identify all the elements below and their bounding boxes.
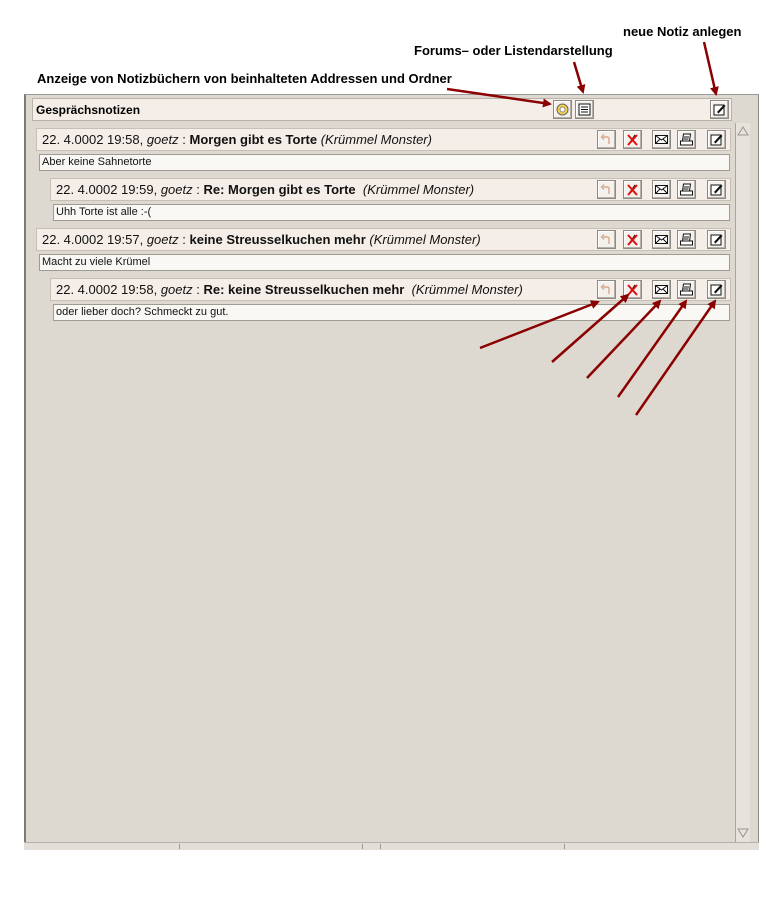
panel-header — [32, 98, 732, 121]
annotation-forum-view: Forums– oder Listendarstellung — [414, 43, 613, 58]
write-protect-button[interactable] — [623, 180, 642, 199]
print-note-button[interactable] — [677, 280, 696, 299]
annotation-new-note: neue Notiz anlegen — [623, 24, 742, 39]
status-divider — [564, 844, 565, 849]
note-body[interactable]: oder lieber doch? Schmeckt zu gut. — [53, 304, 730, 321]
send-mail-button[interactable] — [652, 230, 671, 249]
note-body[interactable]: Macht zu viele Krümel — [39, 254, 730, 271]
note-contact: (Krümmel Monster) — [411, 282, 523, 297]
write-protect-icon — [625, 282, 640, 297]
vertical-scrollbar[interactable] — [735, 123, 750, 843]
mail-icon — [654, 282, 669, 297]
panel-title: Gesprächsnotizen — [36, 103, 141, 117]
write-protect-icon — [625, 232, 640, 247]
list-view-icon — [577, 102, 592, 117]
forum-list-toggle-button[interactable] — [575, 100, 594, 119]
note-date: 22. 4.0002 19:59, — [56, 182, 158, 197]
print-note-button[interactable] — [677, 230, 696, 249]
printer-icon — [679, 282, 694, 297]
note-body[interactable]: Aber keine Sahnetorte — [39, 154, 730, 171]
write-protect-button[interactable] — [623, 230, 642, 249]
annotation-notebook-display: Anzeige von Notizbüchern von beinhalteten Addressen und Ordner — [37, 71, 452, 86]
status-divider — [362, 844, 363, 849]
reply-note-button[interactable] — [707, 180, 726, 199]
revert-icon — [599, 182, 614, 197]
conversation-notes-panel — [24, 94, 759, 848]
note-header[interactable] — [36, 128, 731, 151]
note-header[interactable] — [36, 228, 731, 251]
write-protect-button[interactable] — [623, 280, 642, 299]
status-divider — [179, 844, 180, 849]
revert-icon — [599, 282, 614, 297]
mail-icon — [654, 232, 669, 247]
scroll-up-arrow-icon[interactable] — [737, 125, 749, 137]
edit-note-icon — [709, 232, 724, 247]
send-mail-button[interactable] — [652, 130, 671, 149]
edit-note-icon — [709, 282, 724, 297]
edit-note-icon — [709, 182, 724, 197]
note-meta: 22. 4.0002 19:58, goetz : Morgen gibt es Torte (Krümmel Monster) — [42, 132, 432, 147]
note-date: 22. 4.0002 19:58, — [56, 282, 158, 297]
print-note-button[interactable] — [677, 180, 696, 199]
note-subject: Re: keine Streusselkuchen mehr — [203, 282, 405, 297]
note-meta: 22. 4.0002 19:58, goetz : Re: keine Streusselkuchen mehr (Krümmel Monster) — [56, 282, 523, 297]
note-subject: keine Streusselkuchen mehr — [189, 232, 366, 247]
note-meta: 22. 4.0002 19:57, goetz : keine Streusselkuchen mehr (Krümmel Monster) — [42, 232, 481, 247]
revert-icon — [599, 132, 614, 147]
revert-icon — [599, 232, 614, 247]
notebook-display-button[interactable] — [553, 100, 572, 119]
reply-note-button[interactable] — [707, 280, 726, 299]
note-author: goetz — [160, 182, 193, 197]
scroll-down-arrow-icon[interactable] — [737, 827, 749, 839]
note-contact: (Krümmel Monster) — [369, 232, 481, 247]
edit-note-icon — [712, 102, 727, 117]
note-contact: (Krümmel Monster) — [320, 132, 432, 147]
note-subject: Morgen gibt es Torte — [189, 132, 318, 147]
status-divider — [380, 844, 381, 849]
note-subject: Re: Morgen gibt es Torte — [203, 182, 356, 197]
printer-icon — [679, 232, 694, 247]
write-protect-icon — [625, 182, 640, 197]
send-mail-button[interactable] — [652, 180, 671, 199]
arrow-forum-view — [574, 62, 583, 92]
note-author: goetz — [146, 232, 179, 247]
printer-icon — [679, 182, 694, 197]
note-contact: (Krümmel Monster) — [362, 182, 475, 197]
note-author: goetz — [160, 282, 193, 297]
revert-button[interactable] — [597, 180, 616, 199]
arrow-new-note — [704, 42, 716, 94]
bottom-status-bar — [24, 842, 759, 850]
new-note-button[interactable] — [710, 100, 729, 119]
printer-icon — [679, 132, 694, 147]
mail-icon — [654, 182, 669, 197]
reply-note-button[interactable] — [707, 230, 726, 249]
edit-note-icon — [709, 132, 724, 147]
reply-note-button[interactable] — [707, 130, 726, 149]
revert-button[interactable] — [597, 230, 616, 249]
note-date: 22. 4.0002 19:58, — [42, 132, 144, 147]
print-note-button[interactable] — [677, 130, 696, 149]
write-protect-icon — [625, 132, 640, 147]
note-header[interactable] — [50, 178, 731, 201]
send-mail-button[interactable] — [652, 280, 671, 299]
mail-icon — [654, 132, 669, 147]
note-meta: 22. 4.0002 19:59, goetz : Re: Morgen gibt es Torte (Krümmel Monster) — [56, 182, 475, 197]
note-author: goetz — [146, 132, 179, 147]
write-protect-button[interactable] — [623, 130, 642, 149]
revert-button[interactable] — [597, 280, 616, 299]
note-body[interactable]: Uhh Torte ist alle :-( — [53, 204, 730, 221]
revert-button[interactable] — [597, 130, 616, 149]
note-date: 22. 4.0002 19:57, — [42, 232, 144, 247]
note-header[interactable] — [50, 278, 731, 301]
notebook-tree-icon — [555, 102, 570, 117]
